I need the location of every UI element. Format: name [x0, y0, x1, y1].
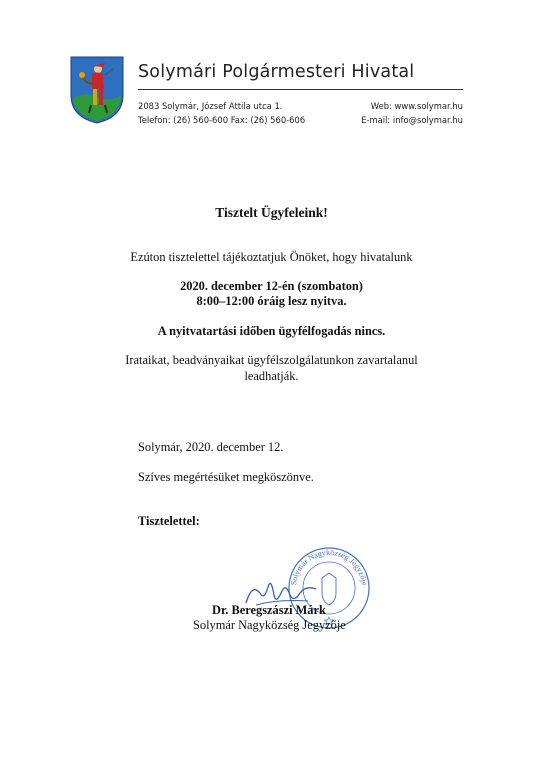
opening-date: 2020. december 12-én (szombaton)	[180, 279, 363, 293]
signer-title: Solymár Nagyközség Jegyzője	[193, 618, 346, 632]
opening-hours: 8:00–12:00 óráig lesz nyitva.	[196, 294, 347, 308]
office-title: Solymári Polgármesteri Hivatal	[138, 62, 415, 82]
drop-off-notice-line-2: leadhatják.	[244, 369, 299, 383]
closing-salutation: Tisztelettel:	[138, 514, 200, 528]
signer-name: Dr. Beregszászi Márk	[212, 603, 326, 617]
svg-text:Solymár Nagyközség Jegyzője: Solymár Nagyközség Jegyzője	[289, 547, 369, 586]
office-address: 2083 Solymár, József Attila utca 1.	[138, 101, 283, 111]
thanks-line: Szíves megértésüket megköszönve.	[138, 470, 314, 484]
header-rule	[138, 89, 463, 90]
place-and-date: Solymár, 2020. december 12.	[138, 440, 284, 454]
letter-intro: Ezúton tisztelettel tájékoztatjuk Önöket, hogy hivatalunk	[130, 250, 413, 264]
office-email: E-mail: info@solymar.hu	[361, 115, 463, 125]
letter-greeting: Tisztelt Ügyfeleink!	[215, 205, 328, 220]
coat-of-arms-logo	[69, 55, 125, 125]
no-service-notice: A nyitvatartási időben ügyfélfogadás nincs.	[157, 324, 386, 338]
office-website: Web: www.solymar.hu	[370, 101, 463, 111]
drop-off-notice-line-1: Irataikat, beadványaikat ügyfélszolgálatunkon zavartalanul	[125, 353, 418, 367]
office-phone-fax: Telefon: (26) 560-600 Fax: (26) 560-606	[138, 115, 306, 125]
